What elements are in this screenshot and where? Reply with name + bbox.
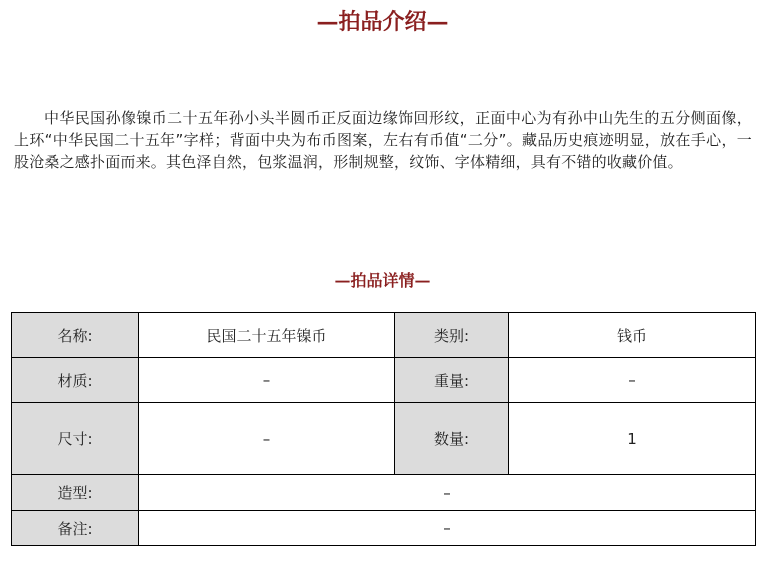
material-value: –	[139, 358, 395, 403]
notes-value: –	[139, 511, 756, 546]
notes-label: 备注:	[12, 511, 139, 546]
details-table	[11, 312, 756, 546]
shape-label: 造型:	[12, 475, 139, 511]
size-label: 尺寸:	[12, 403, 139, 475]
quantity-label: 数量:	[395, 403, 509, 475]
table-row	[12, 511, 756, 546]
quantity-value: 1	[509, 403, 756, 475]
category-value: 钱币	[509, 313, 756, 358]
table-row	[12, 403, 756, 475]
weight-label: 重量:	[395, 358, 509, 403]
intro-description: 中华民国孙像镍币二十五年孙小头半圆币正反面边缘饰回形纹，正面中心为有孙中山先生的五分侧面像，上环“中华民国二十五年”字样；背面中央为布币图案，左右有币值“二分”。藏品历史痕迹明显，放在手心，一股沧桑之感扑面而来。其色泽自然，包浆温润，形制规整，纹饰、字体精细，具有不错的收藏价值。	[14, 109, 752, 171]
details-section-title: —拍品详情—	[334, 271, 431, 290]
table-row	[12, 475, 756, 511]
weight-value: –	[509, 358, 756, 403]
material-label: 材质:	[12, 358, 139, 403]
size-value: –	[139, 403, 395, 475]
name-label: 名称:	[12, 313, 139, 358]
table-row	[12, 358, 756, 403]
table-row	[12, 313, 756, 358]
shape-value: –	[139, 475, 756, 511]
category-label: 类别:	[395, 313, 509, 358]
intro-section-title: —拍品介绍—	[316, 9, 449, 35]
name-value: 民国二十五年镍币	[139, 313, 395, 358]
